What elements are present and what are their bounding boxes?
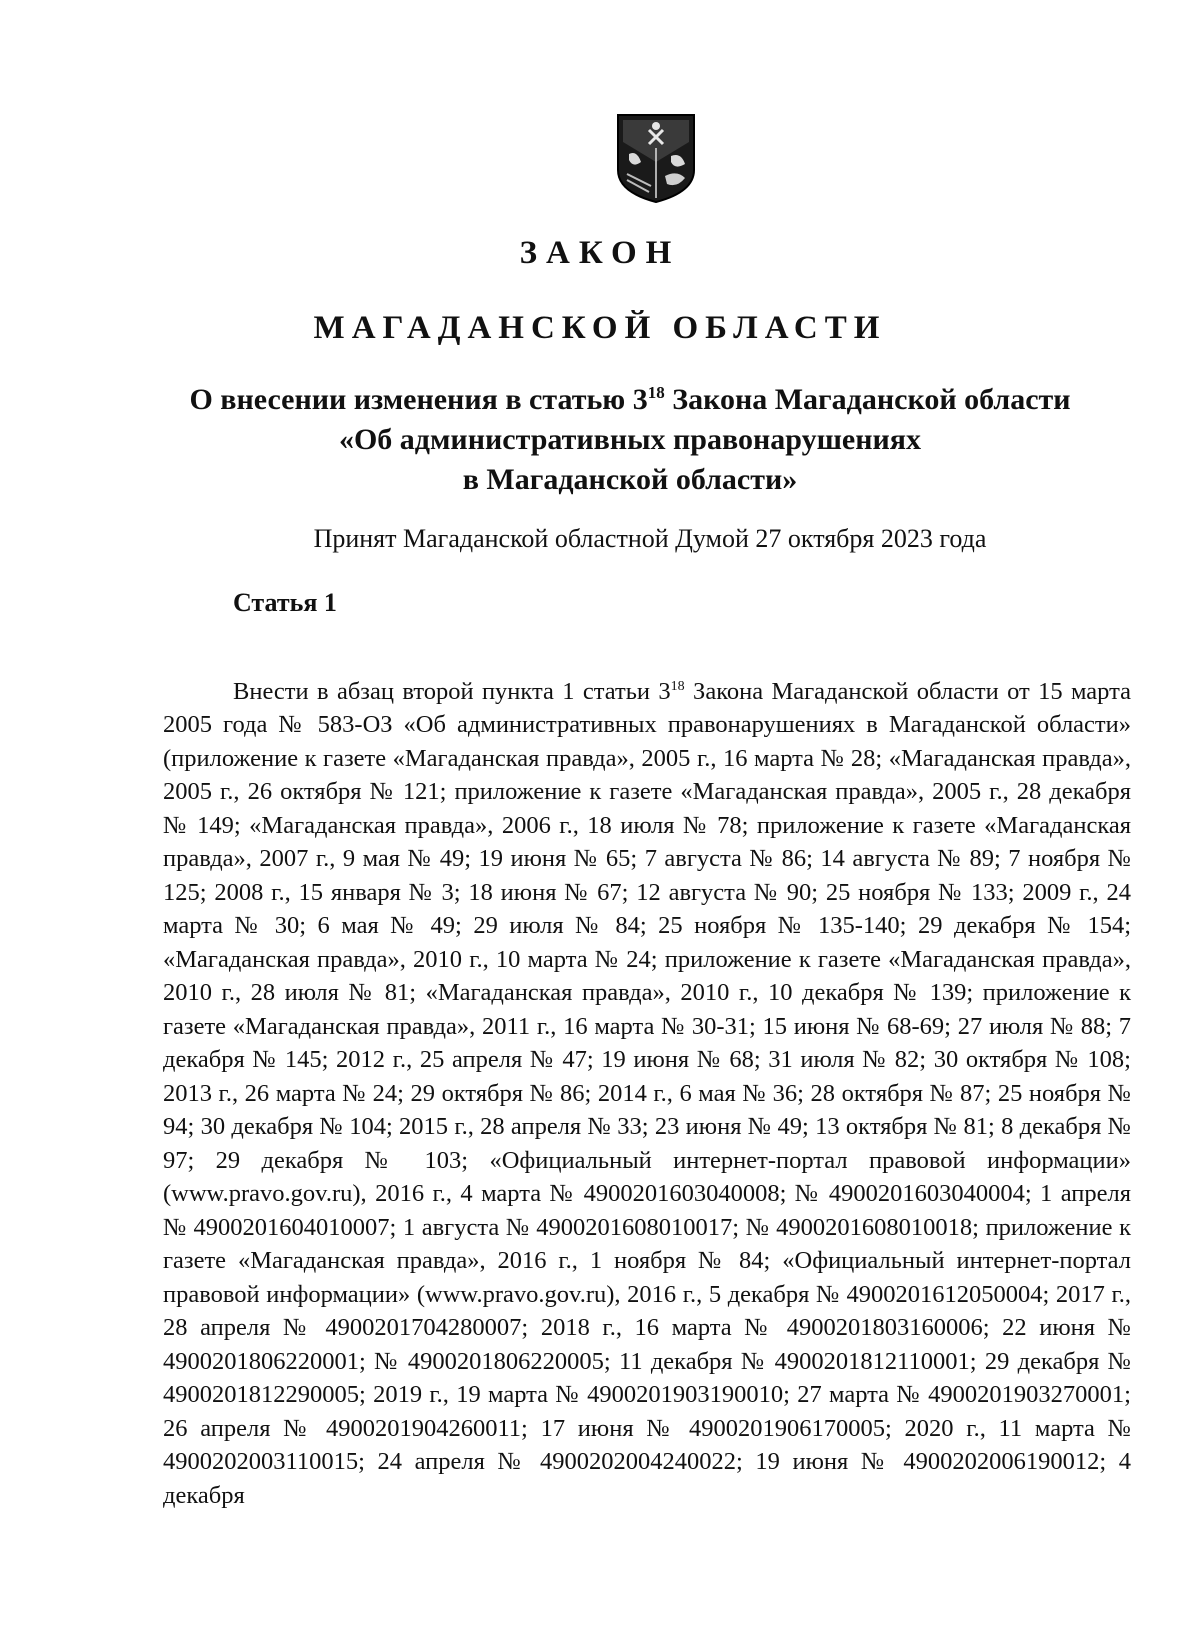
- article-heading: Статья 1: [233, 588, 337, 617]
- coat-of-arms-icon: [615, 112, 697, 204]
- adoption-note: Принят Магаданской областной Думой 27 октября 2023 года: [313, 524, 987, 553]
- law-subject-title: [140, 380, 1120, 500]
- subject-line-1: О внесении изменения в статью $3^{18}$ Закона Магаданской области: [189, 383, 1071, 416]
- article-body-superscript: 18: [670, 678, 685, 694]
- article-superscript: 18: [647, 383, 665, 402]
- document-type-heading: ЗАКОН: [519, 235, 681, 271]
- subject-line-3: в Магаданской области»: [462, 463, 798, 496]
- article-body: Внести в абзац второй пункта 1 статьи $3^{18}$ Закона Магаданской области от 15 марта 2005 года № 583-ОЗ «Об административных правонарушениях в Магаданской области» (приложение к газете «Магаданская правда», 2005 г., 16 марта № 28; «Магаданская правда», 2005 г., 26 октября № 121; приложение к газете «Магаданская правда», 2005 г., 28 декабря № 149; «Магаданская правда», 2006 г., 18 июля № 78; приложение к газете «Магаданская правда», 2007 г., 9 мая № 49; 19 июня № 65; 7 августа № 86; 14 августа № 89; 7 ноября № 125; 2008 г., 15 января № 3; 18 июня № 67; 12 августа № 90; 25 ноября № 133; 2009 г., 24 марта № 30; 6 мая № 49; 29 июля № 84; 25 ноября № 135-140; 29 декабря № 154; «Магаданская правда», 2010 г., 10 марта № 24; приложение к газете «Магаданская правда», 2010 г., 28 июля № 81; «Магаданская правда», 2010 г., 10 декабря № 139; приложение к газете «Магаданская правда», 2011 г., 16 марта № 30-31; 15 июня № 68-69; 27 июля № 88; 7 декабря № 145; 2012 г., 25 апреля № 47; 19 июня № 68; 31 июля № 82; 30 октября № 108; 2013 г., 26 марта № 24; 29 октября № 86; 2014 г., 6 мая № 36; 28 октября № 87; 25 ноября № 94; 30 декабря № 104; 2015 г., 28 апреля № 33; 23 июня № 49; 13 октября № 81; 8 декабря № 97; 29 декабря № 103; «Официальный интернет-портал правовой информации» (www.pravo.gov.ru), 2016 г., 4 марта № 4900201603040008; № 4900201603040004; 1 апреля № 4900201604010007; 1 августа № 4900201608010017; № 4900201608010018; приложение к газете «Магаданская правда», 2016 г., 1 ноября № 84; «Официальный интернет-портал правовой информации» (www.pravo.gov.ru), 2016 г., 5 декабря № 4900201612050004; 2017 г., 28 апреля № 4900201704280007; 2018 г., 16 марта № 4900201803160006; 22 июня № 4900201806220001; № 4900201806220005; 11 декабря № 4900201812110001; 29 декабря № 4900201812290005; 2019 г., 19 марта № 4900201903190010; 27 марта № 4900201903270001; 26 апреля № 4900201904260011; 17 июня № 4900201906170005; 2020 г., 11 марта № 4900202003110015; 24 апреля № 4900202004240022; 19 июня № 4900202006190012; 4 декабря: [163, 677, 1131, 1509]
- region-heading: МАГАДАНСКОЙ ОБЛАСТИ: [313, 310, 887, 346]
- subject-line-2: «Об административных правонарушениях: [338, 423, 922, 456]
